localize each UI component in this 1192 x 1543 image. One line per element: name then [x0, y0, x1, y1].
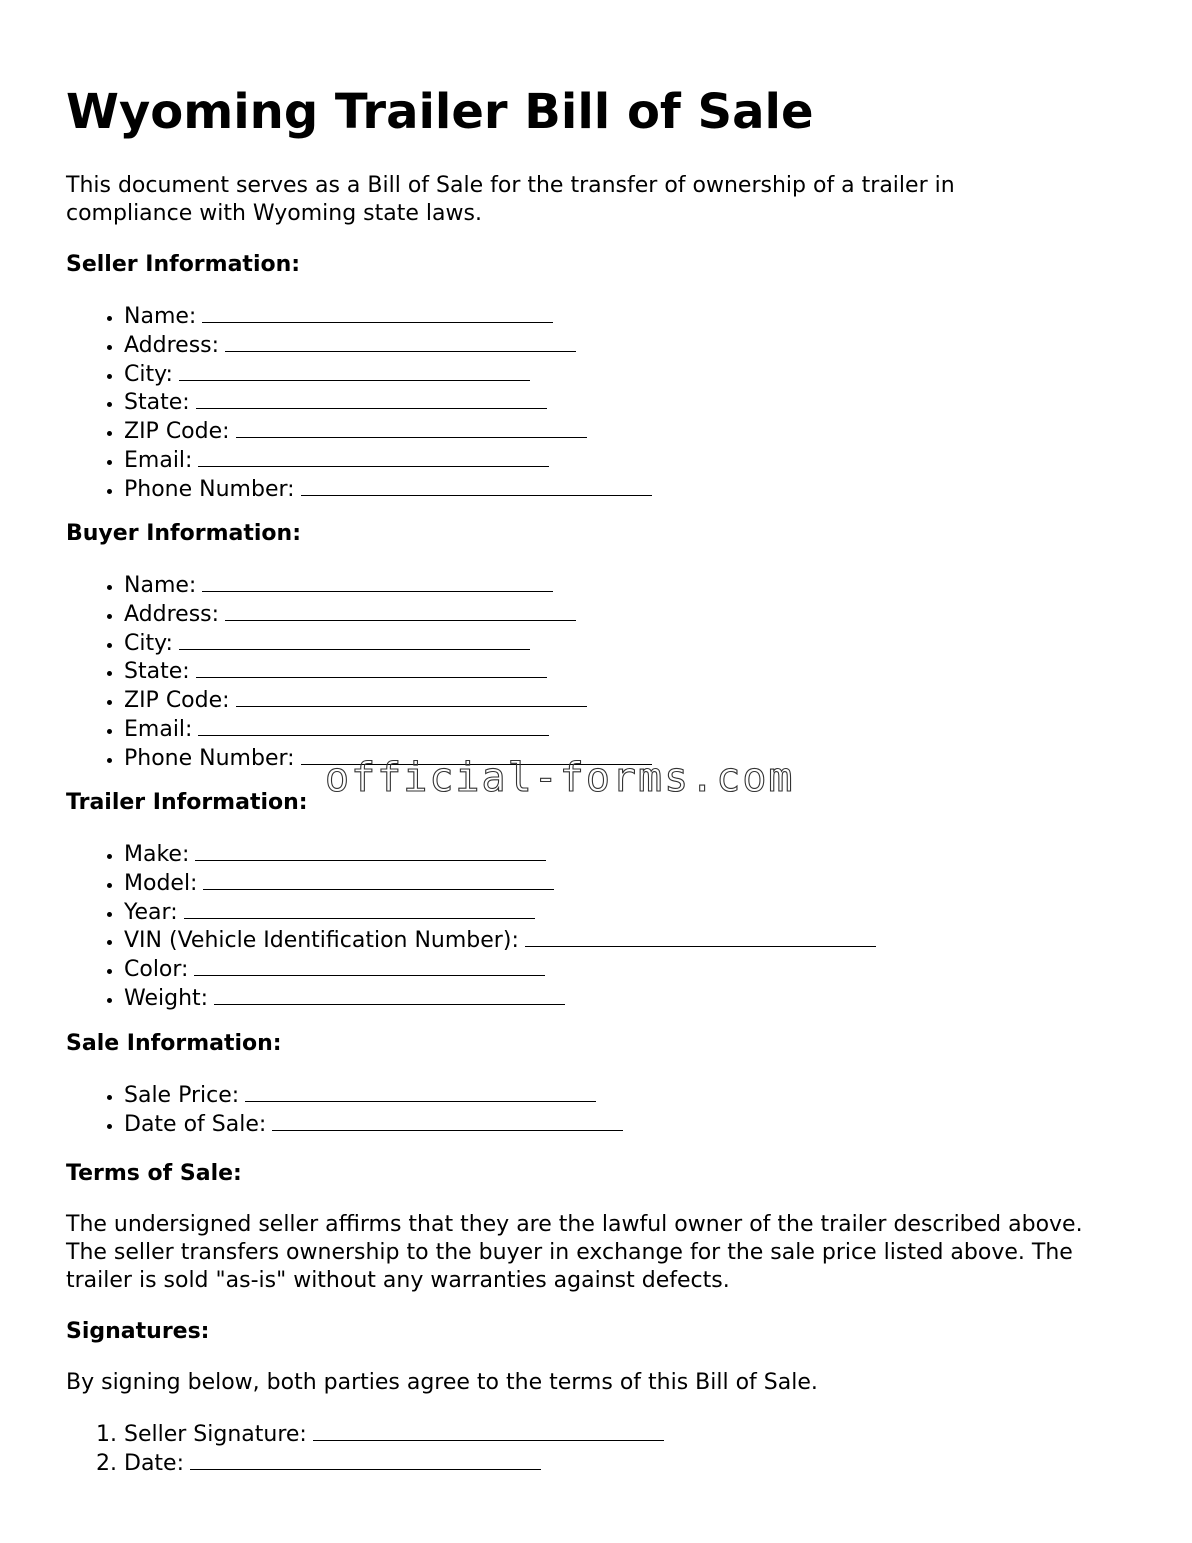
trailer-model-blank[interactable]: [203, 869, 554, 890]
seller-field-list: [66, 302, 652, 504]
buyer-state-field: • State:: [124, 657, 652, 686]
sale-price-blank[interactable]: [245, 1081, 596, 1102]
buyer-city-blank[interactable]: [179, 629, 530, 650]
seller-signature-blank[interactable]: [313, 1420, 664, 1441]
seller-zip-field: • ZIP Code:: [124, 417, 652, 446]
trailer-color-blank[interactable]: [194, 955, 545, 976]
buyer-address-blank[interactable]: [225, 600, 576, 621]
terms-paragraph: The undersigned seller affirms that they are the lawful owner of the trailer described above. The seller transfers ownership to the buyer in exchange for the sale price listed above. The trailer is sold "as-is" without any warranties against defects.: [66, 1212, 1083, 1293]
sale-date-field: • Date of Sale:: [124, 1110, 623, 1139]
buyer-phone-field: • Phone Number:: [124, 744, 652, 773]
seller-address-field: • Address:: [124, 331, 652, 360]
signature-date-field: 2. Date:: [124, 1449, 664, 1478]
watermark-text: official-forms.com: [325, 755, 795, 801]
trailer-make-field: • Make:: [124, 840, 876, 869]
trailer-make-blank[interactable]: [195, 840, 546, 861]
trailer-vin-field: • VIN (Vehicle Identification Number):: [124, 926, 876, 955]
terms-heading: Terms of Sale:: [66, 1161, 242, 1186]
buyer-name-field: • Name:: [124, 571, 652, 600]
trailer-vin-blank[interactable]: [525, 926, 876, 947]
seller-state-field: • State:: [124, 388, 652, 417]
page-title: Wyoming Trailer Bill of Sale: [66, 84, 814, 140]
buyer-zip-field: • ZIP Code:: [124, 686, 652, 715]
buyer-field-list: [66, 571, 652, 773]
sale-heading: Sale Information:: [66, 1031, 282, 1056]
sale-date-blank[interactable]: [272, 1110, 623, 1131]
trailer-year-blank[interactable]: [184, 898, 535, 919]
trailer-year-field: • Year:: [124, 898, 876, 927]
trailer-heading: Trailer Information:: [66, 790, 308, 815]
seller-heading: Seller Information:: [66, 252, 301, 277]
seller-email-blank[interactable]: [198, 446, 549, 467]
seller-phone-field: • Phone Number:: [124, 475, 652, 504]
buyer-state-blank[interactable]: [196, 657, 547, 678]
signatures-paragraph: By signing below, both parties agree to the terms of this Bill of Sale.: [66, 1370, 818, 1395]
seller-city-blank[interactable]: [179, 360, 530, 381]
seller-phone-blank[interactable]: [301, 475, 652, 496]
seller-state-blank[interactable]: [196, 388, 547, 409]
seller-email-field: • Email:: [124, 446, 652, 475]
seller-name-blank[interactable]: [202, 302, 553, 323]
buyer-address-field: • Address:: [124, 600, 652, 629]
trailer-color-field: • Color:: [124, 955, 876, 984]
trailer-field-list: [66, 840, 876, 1013]
trailer-weight-blank[interactable]: [214, 984, 565, 1005]
seller-city-field: • City:: [124, 360, 652, 389]
seller-name-field: • Name:: [124, 302, 652, 331]
sale-price-field: • Sale Price:: [124, 1081, 623, 1110]
buyer-email-blank[interactable]: [198, 715, 549, 736]
buyer-city-field: • City:: [124, 629, 652, 658]
trailer-weight-field: • Weight:: [124, 984, 876, 1013]
trailer-model-field: • Model:: [124, 869, 876, 898]
seller-zip-blank[interactable]: [236, 417, 587, 438]
sale-field-list: [66, 1081, 623, 1139]
signature-date-blank[interactable]: [190, 1449, 541, 1470]
intro-paragraph: This document serves as a Bill of Sale for the transfer of ownership of a trailer in compliance with Wyoming state laws.: [66, 173, 955, 226]
buyer-heading: Buyer Information:: [66, 521, 301, 546]
buyer-zip-blank[interactable]: [236, 686, 587, 707]
buyer-name-blank[interactable]: [202, 571, 553, 592]
buyer-email-field: • Email:: [124, 715, 652, 744]
signature-field-list: [66, 1420, 664, 1478]
signatures-heading: Signatures:: [66, 1319, 210, 1344]
seller-address-blank[interactable]: [225, 331, 576, 352]
seller-signature-field: 1. Seller Signature:: [124, 1420, 664, 1449]
